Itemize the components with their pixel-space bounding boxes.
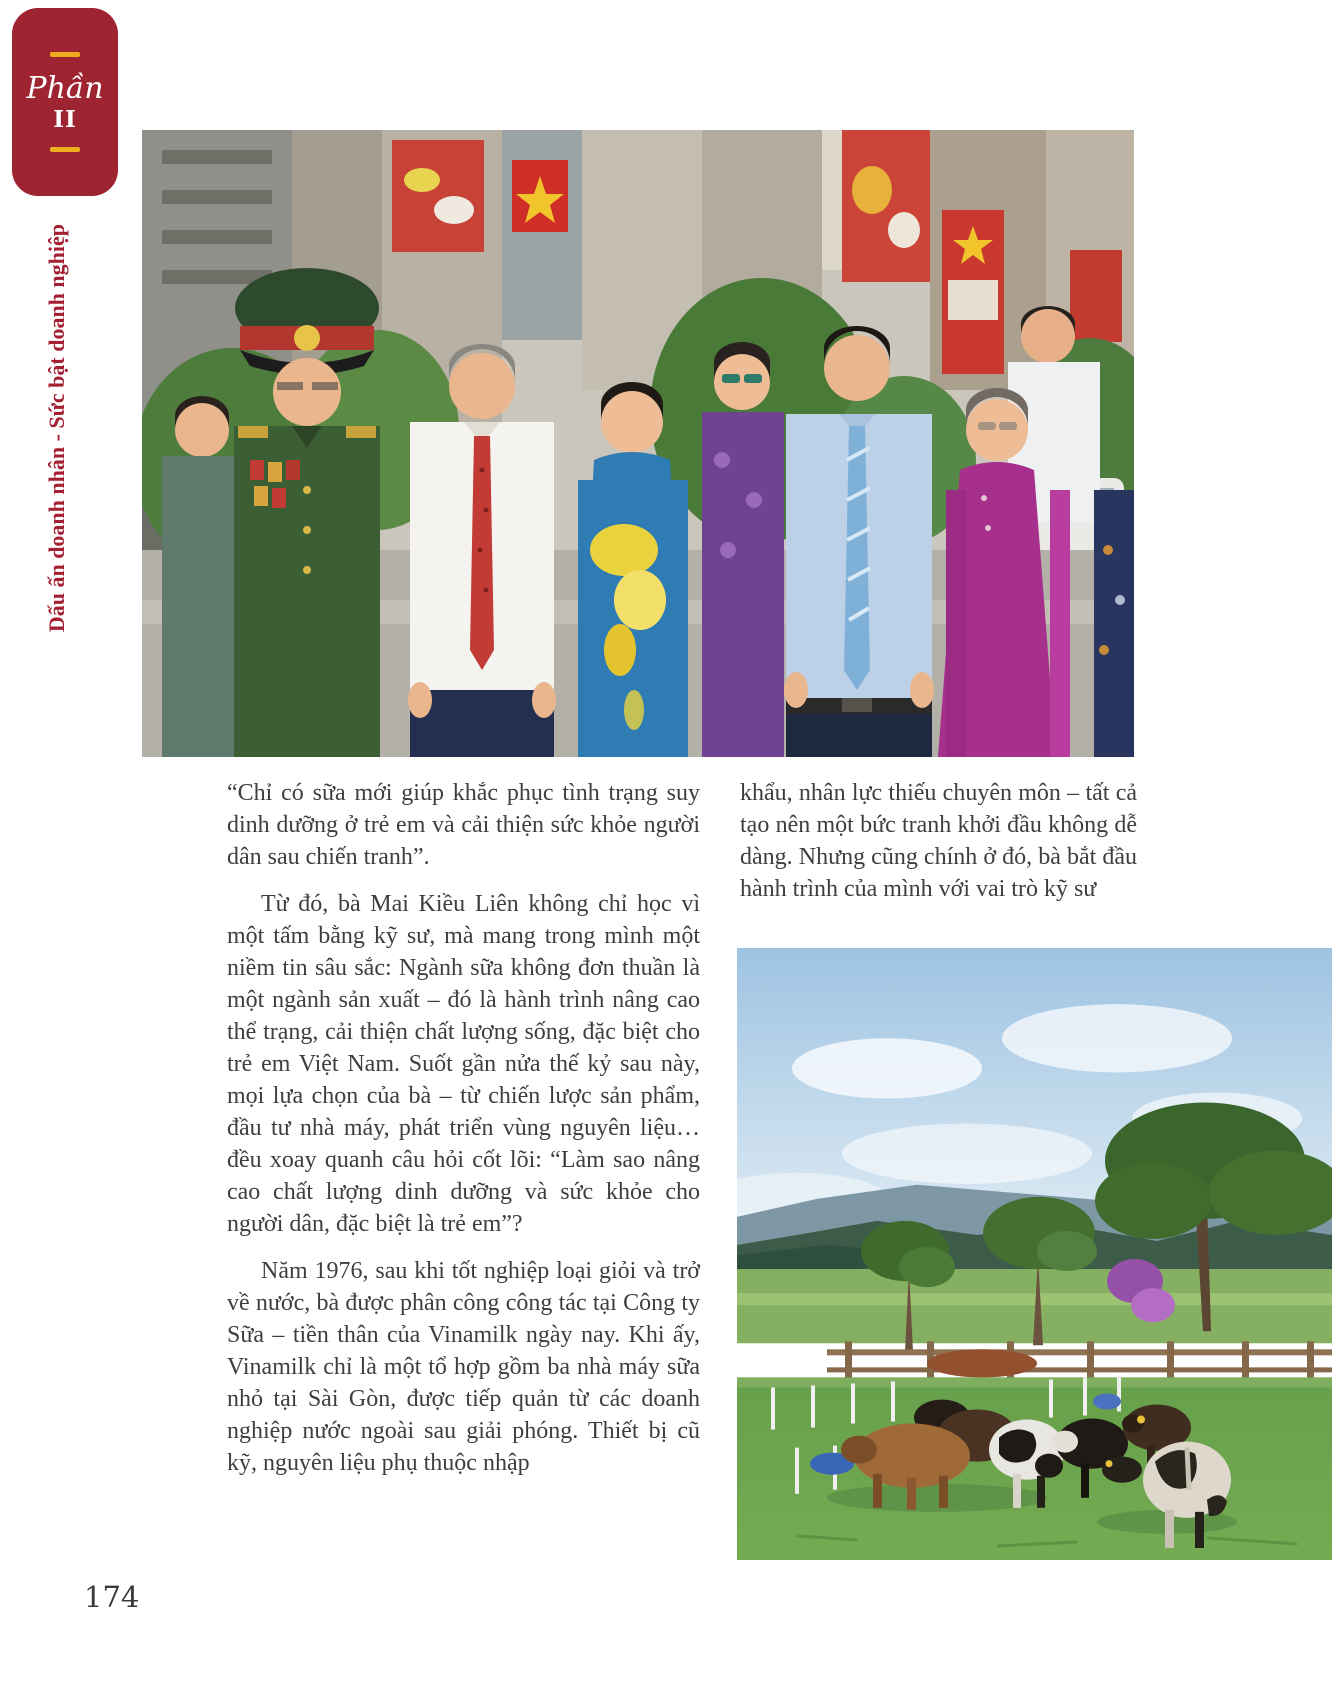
article-left-column xyxy=(227,777,700,1494)
tab-dash-icon xyxy=(50,52,80,57)
group-photo-illustration xyxy=(142,130,1134,757)
paragraph: “Chỉ có sữa mới giúp khắc phục tình trạng suy dinh dưỡng ở trẻ em và cải thiện sức khỏe người dân sau chiến tranh”. xyxy=(227,780,700,870)
group-photo xyxy=(142,130,1134,757)
section-tab-numeral: II xyxy=(53,106,77,133)
page-number: 174 xyxy=(84,1580,140,1614)
margin-vertical-title: Dấu ấn doanh nhân - Sức bật doanh nghiệp xyxy=(44,224,69,633)
section-tab-script-label: Phần xyxy=(26,71,104,106)
section-tab xyxy=(12,8,118,196)
pasture-photo-illustration xyxy=(737,948,1332,1560)
tab-dash-icon xyxy=(50,147,80,152)
pasture-photo xyxy=(737,948,1332,1560)
person-military-officer xyxy=(234,268,380,757)
paragraph: Từ đó, bà Mai Kiều Liên không chỉ học vì một tấm bằng kỹ sư, mà mang trong mình một niềm tin sâu sắc: Ngành sữa không đơn thuần là một ngành sản xuất – đó là hành trình nâng cao thể trạng, cải thiện chất lượng sống, đặc biệt cho trẻ em Việt Nam. Suốt gần nửa thế kỷ sau này, mọi lựa chọn của bà – từ chiến lược sản phẩm, đầu tư nhà máy, phát triển vùng nguyên liệu… đều xoay quanh câu hỏi cốt lõi: “Làm sao nâng cao chất lượng dinh dưỡng và sức khỏe cho người dân, đặc biệt là trẻ em”? xyxy=(227,891,700,1237)
article-right-column xyxy=(740,777,1137,920)
paragraph: khẩu, nhân lực thiếu chuyên môn – tất cả tạo nên một bức tranh khởi đầu không dễ dàng. Nhưng cũng chính ở đó, bà bắt đầu hành trình của mình với vai trò kỹ sư xyxy=(740,780,1137,902)
paragraph: Năm 1976, sau khi tốt nghiệp loại giỏi và trở về nước, bà được phân công công tác tại Công ty Sữa – tiền thân của Vinamilk ngày nay. Khi ấy, Vinamilk chỉ là một tổ hợp gồm ba nhà máy sữa nhỏ tại Sài Gòn, được tiếp quản từ các doanh nghiệp nước ngoài sau giải phóng. Thiết bị cũ kỹ, nguyên liệu phụ thuộc nhập xyxy=(227,1258,700,1476)
